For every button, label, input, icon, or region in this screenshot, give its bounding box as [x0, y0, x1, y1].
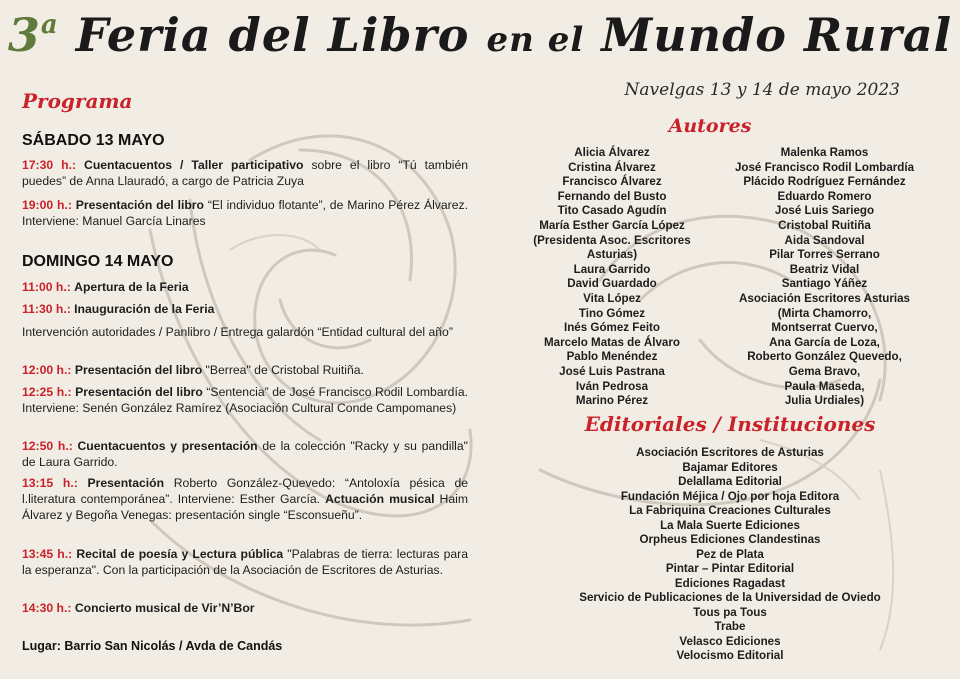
list-item: Pilar Torres Serrano	[769, 248, 880, 262]
list-item: Julia Urdiales)	[784, 394, 865, 408]
list-item: Cristobal Ruitiña	[778, 218, 871, 232]
list-item: Trabe	[714, 620, 746, 633]
title-part-2: en el	[486, 20, 585, 60]
list-item: Cristina Álvarez	[568, 160, 656, 174]
list-item: José Francisco Rodil Lombardía	[734, 160, 915, 174]
list-item: Malenka Ramos	[780, 146, 869, 159]
list-item: Marcelo Matas de Álvaro	[544, 335, 680, 349]
list-item: Orpheus Ediciones Clandestinas	[639, 533, 821, 546]
list-item: Pablo Menéndez	[566, 350, 658, 364]
list-item: Bajamar Editores	[682, 460, 778, 474]
list-item: Pez de Plata	[696, 547, 764, 561]
list-item: Tous pa Tous	[693, 605, 767, 619]
event-item: 12:50 h.: Cuentacuentos y presentación de la colección "Racky y su pandilla" de Laura Garrido.	[22, 439, 468, 469]
list-item: José Luis Pastrana	[559, 364, 665, 378]
list-item: Tino Gómez	[578, 306, 646, 320]
list-item: (Presidenta Asoc. Escritores	[533, 233, 691, 247]
list-item: Asturias)	[586, 248, 638, 262]
list-item: Francisco Álvarez	[562, 175, 662, 189]
event-item: 14:30 h.: Concierto musical de Vir’N’Bor	[22, 601, 255, 615]
list-item: Delallama Editorial	[678, 475, 782, 488]
list-item: José Luis Sariego	[774, 204, 875, 218]
event-item: 11:00 h.: Apertura de la Feria	[22, 280, 189, 294]
event-item: 13:45 h.: Recital de poesía y Lectura pública "Palabras de tierra: lecturas para la esperanza". Con la participación de la Asociación de Escritores de Asturias.	[22, 547, 468, 577]
venue-dates: Navelgas 13 y 14 de mayo 2023	[624, 80, 900, 100]
list-item: Velocismo Editorial	[676, 649, 784, 662]
editorials-title: Editoriales / Instituciones	[584, 412, 876, 436]
day-title-saturday: SÁBADO 13 MAYO	[22, 132, 165, 149]
list-item: Laura Garrido	[573, 262, 651, 276]
day-title-sunday: DOMINGO 14 MAYO	[22, 253, 174, 270]
authors-title: Autores	[668, 115, 752, 137]
list-item: Asociación Escritores de Asturias	[636, 446, 824, 459]
list-item: Montserrat Cuervo,	[771, 321, 878, 335]
list-item: Velasco Ediciones	[679, 634, 781, 648]
list-item: Iván Pedrosa	[575, 379, 649, 393]
event-item: 11:30 h.: Inauguración de la Feria	[22, 302, 215, 316]
event-item: 12:00 h.: Presentación del libro "Berrea" de Cristobal Ruitiña.	[22, 363, 364, 377]
list-item: Ana García de Loza,	[769, 335, 880, 349]
list-item: Fernando del Busto	[557, 189, 667, 203]
editorials-list	[540, 446, 920, 664]
list-item: Asociación Escritores Asturias	[739, 291, 910, 305]
event-detail: Intervención autoridades / Panlibro / Entrega galardón “Entidad cultural del año”	[22, 325, 453, 339]
event-item: 19:00 h.: Presentación del libro “El individuo flotante”, de Marino Pérez Álvarez. Interviene: Manuel García Linares	[22, 198, 468, 228]
title-part-1: Feria del Libro	[75, 8, 470, 62]
authors-list-left	[512, 146, 712, 409]
edition-number: 3$^a$	[7, 8, 59, 62]
list-item: Paula Maseda,	[784, 379, 865, 393]
list-item: Servicio de Publicaciones de la Universidad de Oviedo	[579, 591, 881, 604]
list-item: Aida Sandoval	[784, 233, 865, 247]
event-title	[0, 8, 960, 62]
list-item: Gema Bravo,	[788, 364, 861, 378]
list-item: María Esther García López	[539, 218, 685, 232]
list-item: Fundación Méjica / Ojo por hoja Editora	[620, 489, 840, 503]
list-item: Alicia Álvarez	[574, 146, 650, 159]
list-item: Eduardo Romero	[777, 189, 872, 203]
list-item: Plácido Rodríguez Fernández	[743, 175, 906, 189]
list-item: Vita López	[583, 291, 641, 305]
list-item: La Fabriquina Creaciones Culturales	[629, 504, 831, 517]
event-item: 12:25 h.: Presentación del libro “Sentencia” de José Francisco Rodil Lombardía. Interviene: Senén González Ramírez (Asociación Cultural Conde Campomanes)	[22, 385, 468, 415]
list-item: Ediciones Ragadast	[674, 576, 786, 590]
authors-list-right	[717, 146, 932, 409]
list-item: David Guardado	[567, 277, 657, 291]
list-item: Beatriz Vidal	[789, 262, 860, 276]
event-item: 17:30 h.: Cuentacuentos / Taller participativo sobre el libro “Tú también puedes” de Anna Llauradó, a cargo de Patricia Zuya	[22, 158, 469, 188]
list-item: Tito Casado Agudín	[557, 204, 667, 218]
list-item: Roberto González Quevedo,	[747, 350, 902, 364]
list-item: La Mala Suerte Ediciones	[660, 518, 800, 532]
program-title: Programa	[22, 89, 133, 113]
list-item: Marino Pérez	[575, 394, 649, 408]
location: Lugar: Barrio San Nicolás / Avda de Candás	[22, 639, 283, 653]
title-part-3: Mundo Rural	[601, 8, 953, 62]
list-item: Santiago Yáñez	[781, 277, 868, 291]
list-item: (Mirta Chamorro,	[777, 306, 872, 320]
list-item: Pintar – Pintar Editorial	[665, 562, 795, 575]
event-item: 13:15 h.: Presentación Roberto González-Quevedo: “Antoloxía pésica de l.literatura contemporánea”. Interviene: Esther García. Actuación musical Haim Álvarez y Begoña Venegas: presentación single “Esconsueñu”.	[22, 476, 468, 522]
list-item: Inés Gómez Feito	[564, 321, 660, 335]
